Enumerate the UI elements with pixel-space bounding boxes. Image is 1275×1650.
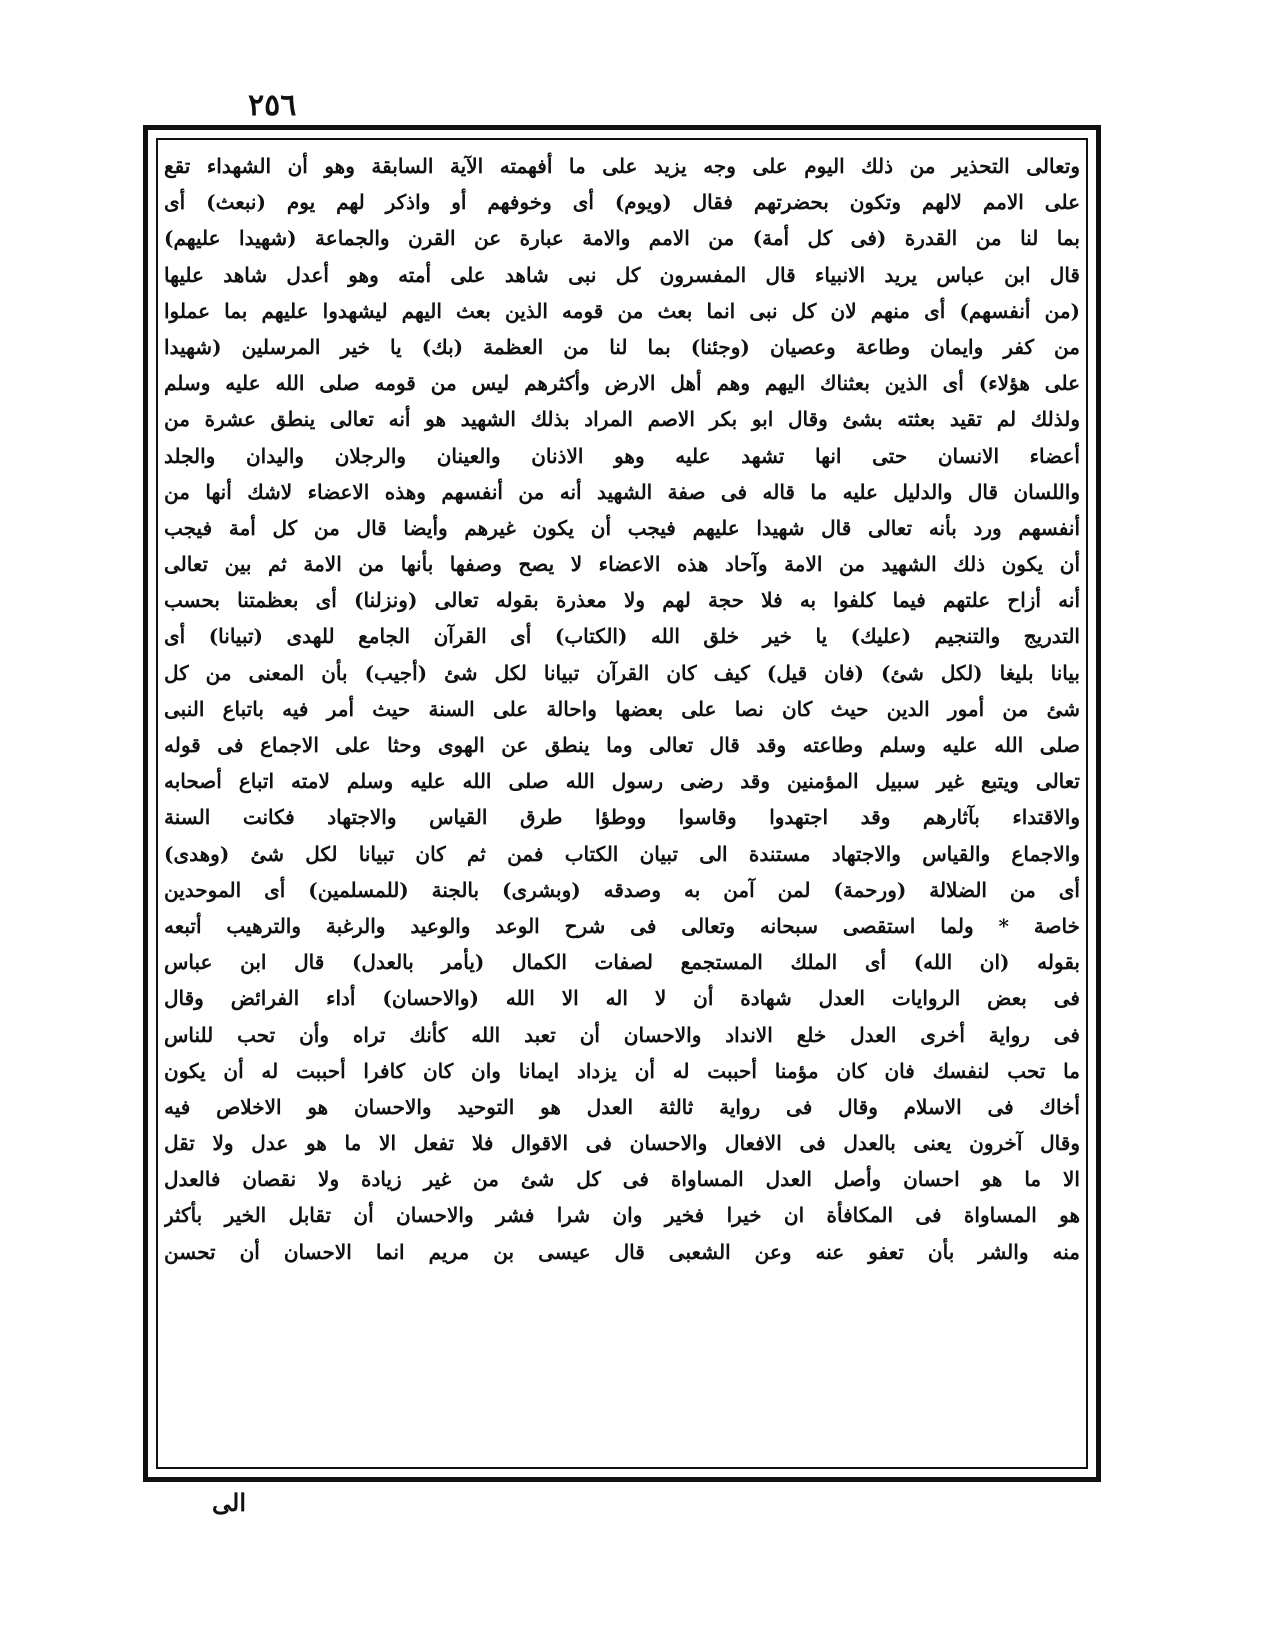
text-line: أنه أزاح علتهم فيما كلفوا به فلا حجة لهم ولا معذرة بقوله تعالى (ونزلنا) أى بعظمتنا بحسب — [164, 588, 1080, 613]
catchword: الى — [212, 1488, 246, 1517]
text-line: على الامم لالهم وتكون بحضرتهم فقال (ويوم) أى وخوفهم أو واذكر لهم يوم (نبعث) أى — [164, 190, 1080, 215]
text-line: بيانا بليغا (لكل شئ) (فان قيل) كيف كان القرآن تبيانا لكل شئ (أجيب) بأن المعنى من كل — [164, 660, 1080, 685]
text-line: ما تحب لنفسك فان كان مؤمنا أحببت له أن يزداد ايمانا وان كان كافرا أحببت له أن يكون — [164, 1058, 1080, 1083]
text-line: فى بعض الروايات العدل شهادة أن لا اله الا الله (والاحسان) أداء الفرائض وقال — [164, 986, 1080, 1011]
text-line: والاقتداء بآثارهم وقد اجتهدوا وقاسوا ووطؤا طرق القياس والاجتهاد فكانت السنة — [164, 805, 1080, 830]
text-line: قال ابن عباس يريد الانبياء قال المفسرون كل نبى شاهد على أمته وهو أعدل شاهد عليها — [164, 262, 1080, 287]
text-line: والاجماع والقياس والاجتهاد مستندة الى تبيان الكتاب فمن ثم كان تبيانا لكل شئ (وهدى) — [164, 841, 1080, 866]
text-line: بما لنا من القدرة (فى كل أمة) من الامم والامة عبارة عن القرن والجماعة (شهيدا عليهم) — [164, 226, 1080, 251]
page-frame — [143, 125, 1101, 1482]
text-line: وقال آخرون يعنى بالعدل فى الافعال والاحسان فى الاقوال فلا تفعل الا ما هو عدل ولا تقل — [164, 1131, 1080, 1156]
text-line: الا ما هو احسان وأصل العدل المساواة فى كل شئ من غير زيادة ولا نقصان فالعدل — [164, 1167, 1080, 1192]
text-line: أنفسهم ورد بأنه تعالى قال شهيدا عليهم فيجب أن يكون غيرهم وأيضا قال من كل أمة فيجب — [164, 515, 1080, 540]
text-line: شئ من أمور الدين حيث كان نصا على بعضها واحالة على السنة حيث أمر فيه باتباع النبى — [164, 696, 1080, 721]
text-line: من كفر وايمان وطاعة وعصيان (وجئنا) بما لنا من العظمة (بك) يا خير المرسلين (شهيدا — [164, 334, 1080, 359]
text-line: أن يكون ذلك الشهيد من الامة وآحاد هذه الاعضاء لا يصح وصفها بأنها من الامة ثم بين تعالى — [164, 552, 1080, 577]
text-line: أعضاء الانسان حتى انها تشهد عليه وهو الاذنان والعينان والرجلان واليدان والجلد — [164, 443, 1080, 468]
text-line: خاصة * ولما استقصى سبحانه وتعالى فى شرح الوعد والوعيد والرغبة والترهيب أتبعه — [164, 913, 1080, 938]
text-line: (من أنفسهم) أى منهم لان كل نبى انما بعث من قومه الذين بعث اليهم ليشهدوا عليهم بما عملوا — [164, 298, 1080, 323]
page-number: ٢٥٦ — [248, 88, 297, 123]
text-line: أى من الضلالة (ورحمة) لمن آمن به وصدقه (وبشرى) بالجنة (للمسلمين) أى الموحدين — [164, 877, 1080, 902]
text-line: هو المساواة فى المكافأة ان خيرا فخير وان شرا فشر والاحسان أن تقابل الخير بأكثر — [164, 1203, 1080, 1228]
text-line: صلى الله عليه وسلم وطاعته وقد قال تعالى وما ينطق عن الهوى وحثا على الاجماع فى قوله — [164, 733, 1080, 757]
text-body — [164, 148, 1080, 1270]
text-line: فى رواية أخرى العدل خلع الانداد والاحسان أن تعبد الله كأنك تراه وأن تحب للناس — [164, 1022, 1080, 1047]
text-line: أخاك فى الاسلام وقال فى رواية ثالثة العدل هو التوحيد والاحسان هو الاخلاص فيه — [164, 1094, 1080, 1119]
text-line: واللسان قال والدليل عليه ما قاله فى صفة الشهيد أنه من أنفسهم وهذه الاعضاء لاشك أنها من — [164, 479, 1080, 504]
text-line: تعالى ويتبع غير سبيل المؤمنين وقد رضى رسول الله صلى الله عليه وسلم لامته اتباع أصحابه — [164, 769, 1080, 794]
text-line: وتعالى التحذير من ذلك اليوم على وجه يزيد على ما أفهمته الآية السابقة وهو أن الشهداء تقع — [164, 154, 1080, 178]
text-line: منه والشر بأن تعفو عنه وعن الشعبى قال عيسى بن مريم انما الاحسان أن تحسن — [164, 1239, 1080, 1264]
text-line: بقوله (ان الله) أى الملك المستجمع لصفات الكمال (يأمر بالعدل) قال ابن عباس — [164, 950, 1080, 975]
text-line: ولذلك لم تقيد بعثته بشئ وقال ابو بكر الاصم المراد بذلك الشهيد هو أنه تعالى ينطق عشرة من — [164, 407, 1080, 432]
text-line: التدريج والتنجيم (عليك) يا خير خلق الله (الكتاب) أى القرآن الجامع للهدى (تبيانا) أى — [164, 624, 1080, 649]
text-line: على هؤلاء) أى الذين بعثناك اليهم وهم أهل الارض وأكثرهم ليس من قومه صلى الله عليه وسلم — [164, 371, 1080, 396]
